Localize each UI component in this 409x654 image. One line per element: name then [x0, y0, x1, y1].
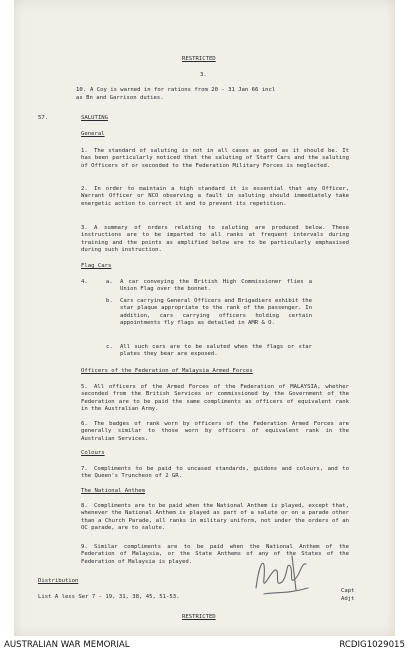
para-4c-text: All such cars are to be saluted when the flags or star plates they bear are exposed. [120, 344, 312, 358]
signature-rank: Capt [341, 588, 355, 594]
para-5-number: 5. [81, 384, 88, 390]
para-4b-text: Cars carrying General Officers and Brigadiers exhibit the star plaque appropriate to the rank of the passenger. In addition, cars carrying officers holding certain appointments fly flags as detailed in AMR & O. [120, 298, 312, 326]
para-4-number: 4. [81, 279, 88, 285]
para-4c-label: c. [106, 344, 113, 350]
para-3-number: 3. [81, 225, 88, 231]
signature-appointment: Adjt [341, 596, 355, 602]
para-9-text: Similar compliments are to be paid when the National Anthem of the Federation of Malaysia, or the State Anthems of any of the States of the Federation of Malaysia is played. [81, 544, 349, 565]
colours-heading: Colours [81, 450, 105, 456]
para-1-number: 1. [81, 148, 88, 154]
item-10-text-line2: as Bn and Garrison duties. [76, 95, 164, 101]
para-3-text: A summary of orders relating to saluting are produced below. These instructions are to be imparted to all ranks at frequent intervals during training and the points as amplified below are to be particularly emphasised during such instruction. [81, 225, 349, 253]
para-5-text: All officers of the Armed Forces of the Federation of MALAYSIA, whether seconded from the British Services or commissioned by the Government of the Federation are to be paid the same compliments as officers of equivalent rank in the Australian Army. [81, 384, 349, 412]
federation-heading: Officers of the Federation of Malaysia Armed Forces [81, 368, 253, 374]
para-8-number: 8. [81, 503, 88, 509]
archive-reference: RCDIG1029015 [339, 640, 405, 650]
section-57-title: SALUTING [81, 115, 108, 121]
section-57-number: 57. [38, 115, 49, 121]
item-10-number: 10. [76, 87, 87, 93]
header-classification: RESTRICTED [182, 56, 216, 62]
para-2-text: In order to maintain a high standard it is essential that any Officer, Warrant Officer or NCO observing a fault in saluting should immediately take energetic action to correct it and to prevent its repetition. [81, 186, 349, 207]
flag-cars-heading: Flag Cars [81, 263, 112, 269]
handwritten-signature [252, 548, 312, 604]
para-7-text: Compliments to be paid to uncased standards, guidons and colours, and to the Queen's Truncheon of 2 GR. [81, 466, 349, 480]
para-4a-label: a. [106, 279, 113, 285]
para-7-number: 7. [81, 466, 88, 472]
para-2-number: 2. [81, 186, 88, 192]
para-1-text: The standard of saluting is not in all cases as good as it should be. It has been particularly noticed that the saluting of Staff Cars and the saluting of Officers of or seconded to the Federation Military Forces is neglected. [81, 148, 349, 169]
item-10-text: A Coy is warned in for rations from 20 - 31 Jan 66 incl [90, 87, 276, 93]
para-9-number: 9. [81, 544, 88, 550]
document-page [14, 0, 395, 636]
footer-classification: RESTRICTED [182, 614, 216, 620]
distribution-heading: Distribution [38, 578, 79, 584]
para-6-number: 6. [81, 421, 88, 427]
para-4a-text: A car conveying the British High Commissioner flies a Union Flag over the bonnet. [120, 279, 312, 293]
para-4b-label: b. [106, 298, 113, 304]
para-6-text: The badges of rank worn by officers of the Federation Armed Forces are generally similar to those worn by officers of equivalent rank in the Australian Services. [81, 421, 349, 442]
para-8-text: Compliments are to be paid when the National Anthem is played, except that, whenever the National Anthem is played as part of a salute or on a parade other than a Church Parade, all ranks in military uniform, not under the orders of an OC parade, are to salute. [81, 503, 349, 531]
archive-institution: AUSTRALIAN WAR MEMORIAL [4, 640, 130, 650]
archive-footer [0, 636, 409, 654]
anthem-heading: The National Anthem [81, 488, 145, 494]
page-number: 3. [200, 72, 207, 78]
general-heading: General [81, 131, 105, 137]
distribution-list: List A less Ser 7 - 19, 31, 38, 45, 51-53. [38, 594, 180, 600]
